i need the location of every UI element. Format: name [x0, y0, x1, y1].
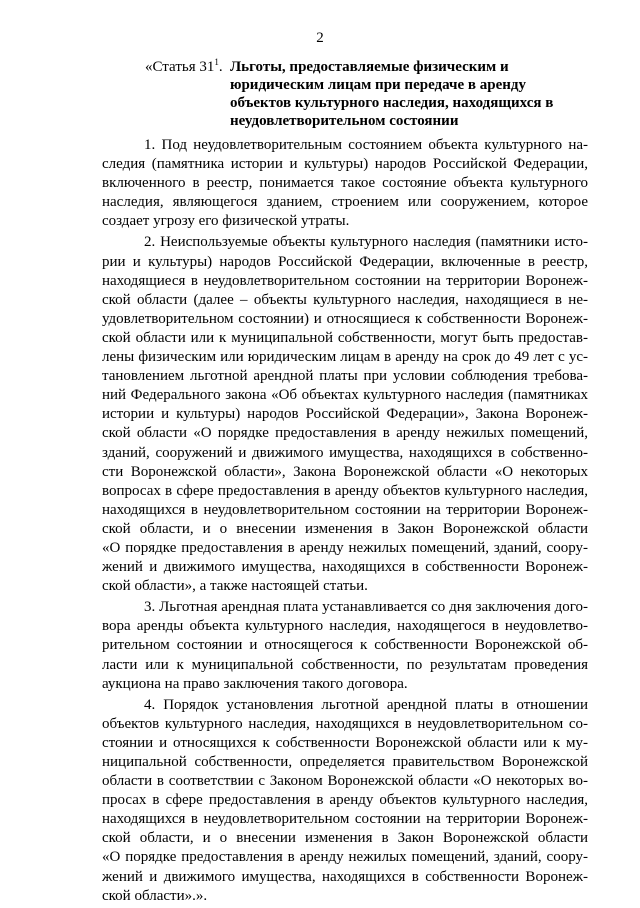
- paragraph-line: зданий, сооружений и движимого имущества, находящихся в собственно-: [102, 444, 588, 461]
- article-body: [102, 136, 588, 908]
- paragraph-line: сти Воронежской области», Закона Воронежской области «О некоторых: [102, 463, 588, 480]
- paragraph-line: вопросах в сфере предоставления в аренду объектов культурного наследия,: [102, 482, 588, 499]
- paragraph-line: истории и культуры) народов Российской Федерации», Закона Воронеж-: [102, 406, 588, 423]
- paragraph-line: 3. Льготная арендная плата устанавливается со дня заключения дого-: [144, 599, 588, 616]
- paragraph-line: стоянии и относящихся к собственности Воронежской области или к му-: [102, 734, 588, 751]
- page-number: 2: [316, 30, 324, 46]
- paragraph-line: ниципальной собственности, определяется правительством Воронежской: [102, 754, 588, 770]
- paragraph-line: 2. Неиспользуемые объекты культурного наследия (памятники исто-: [144, 234, 588, 251]
- paragraph-line: рительном состоянии и относящегося к собственности Воронежской об-: [102, 637, 588, 654]
- paragraph-line: ской области (далее – объекты культурного наследия, находящиеся в не-: [102, 291, 588, 308]
- paragraph-line: ской области «О порядке предоставления в аренду нежилых помещений,: [102, 425, 588, 442]
- paragraph-line: ний Федерального закона «Об объектах культурного наследия (памятниках: [102, 387, 588, 404]
- paragraph-line: жений и движимого имущества, находящихся в собственности Воронеж-: [102, 868, 588, 885]
- paragraph-line: области в соответствии с Законом Воронежской области «О некоторых во-: [102, 773, 588, 790]
- paragraph-4: [102, 696, 588, 906]
- paragraph-line: находящиеся в неудовлетворительном состоянии на территории Воронеж-: [102, 272, 588, 289]
- paragraph-line: находящихся в неудовлетворительном состоянии на территории Воронеж-: [102, 811, 588, 828]
- paragraph-line: следия (памятника истории и культуры) народов Российской Федерации,: [102, 156, 588, 173]
- paragraph-line: находящихся в неудовлетворительном состоянии на территории Воронеж-: [102, 501, 588, 518]
- paragraph-line: создает угрозу его физической утраты.: [102, 213, 350, 230]
- paragraph-line: наследия, являющегося зданием, строением или сооружением, которое: [102, 194, 588, 211]
- paragraph-line: ской области».».: [102, 887, 208, 904]
- article-number: [145, 58, 223, 76]
- paragraph-line: ласти или к муниципальной собственности, по результатам проведения: [102, 656, 588, 673]
- paragraph-line: удовлетворительном состоянии) и относящиеся к собственности Воронеж-: [102, 310, 588, 327]
- paragraph-line: «О порядке предоставления в аренду нежилых помещений, зданий, соору-: [102, 539, 588, 556]
- paragraph-line: ской области, и о внесении изменения в Закон Воронежской области: [102, 830, 588, 847]
- paragraph-line: объектов культурного наследия, находящихся в неудовлетворительном со-: [102, 715, 588, 732]
- paragraph-line: просах в сфере предоставления в аренду объектов культурного наследия,: [102, 792, 588, 809]
- article-prefix-period: .: [218, 59, 223, 75]
- paragraph-line: рии и культуры) народов Российской Федерации, включенные в реестр,: [102, 253, 588, 270]
- paragraph-line: включенного в реестр, понимается такое состояние объекта культурного: [102, 175, 588, 192]
- paragraph-line: вора аренды объекта культурного наследия, находящегося в неудовлетво-: [102, 618, 588, 635]
- paragraph-line: 4. Порядок установления льготной арендной платы в отношении: [144, 696, 588, 713]
- paragraph-line: аукциона на право заключения такого договора.: [102, 675, 408, 692]
- paragraph-line: тановлением льготной арендной платы при условии соблюдения требова-: [102, 368, 588, 385]
- article-number-superscript: 1: [214, 57, 219, 67]
- paragraph-line: ской области или к муниципальной собственности, могут быть предостав-: [102, 329, 588, 346]
- paragraph-1: [102, 136, 588, 231]
- article-prefix-text: «Статья 31: [145, 59, 215, 75]
- paragraph-line: ской области, и о внесении изменения в Закон Воронежской области: [102, 520, 588, 537]
- paragraph-2: [102, 233, 588, 596]
- paragraph-3: [102, 598, 588, 693]
- paragraph-line: 1. Под неудовлетворительным состоянием объекта культурного на-: [144, 137, 588, 153]
- paragraph-line: «О порядке предоставления в аренду нежилых помещений, зданий, соору-: [102, 849, 588, 866]
- paragraph-line: лены физическим или юридическим лицам в аренду на срок до 49 лет с ус-: [102, 349, 588, 366]
- paragraph-line: ской области», а также настоящей статьи.: [102, 578, 368, 595]
- paragraph-line: жений и движимого имущества, находящихся в собственности Воронеж-: [102, 559, 588, 576]
- article-title: Льготы, предоставляемые физическим и юридическим лицам при передаче в аренду объектов культурного наследия, находящихся в неудовлетворительном состоянии: [230, 59, 554, 129]
